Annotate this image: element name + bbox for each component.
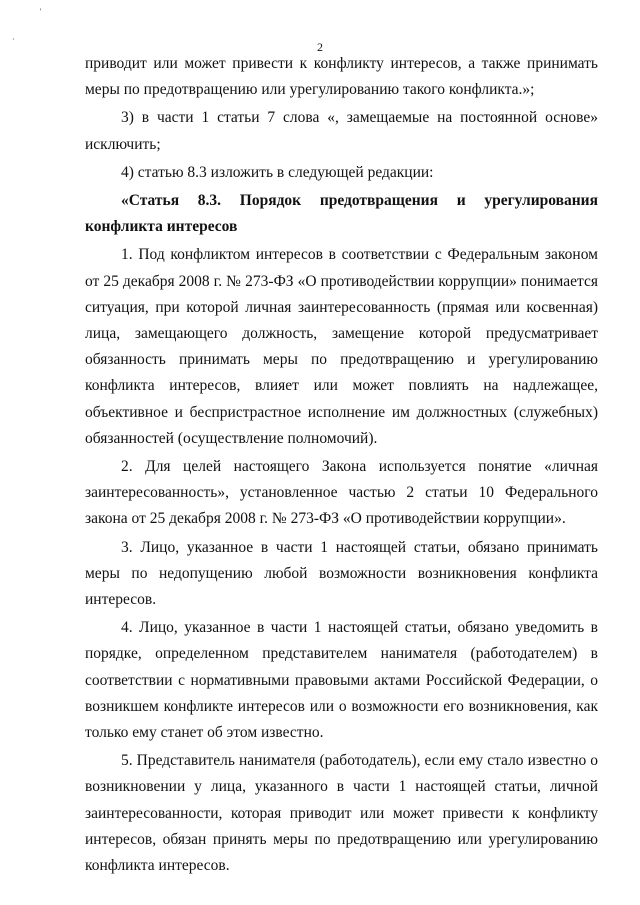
scan-mark: · bbox=[12, 35, 15, 44]
article-heading: «Статья 8.3. Порядок предотвращения и урегулирования конфликта интересов bbox=[85, 192, 598, 236]
article-part-3: 3. Лицо, указанное в части 1 настоящей статьи, обязано принимать меры по недопущению любой возможности возникновения конфликта интересов. bbox=[85, 538, 598, 609]
scan-mark: ' bbox=[40, 7, 42, 16]
paragraph-item-3: 3) в части 1 статьи 7 слова «, замещаемые на постоянной основе» исключить; bbox=[85, 109, 598, 153]
article-part-4: 4. Лицо, указанное в части 1 настоящей статьи, обязано уведомить в порядке, определенном представителем нанимателя (работодателем) в соответствии с нормативными правовыми актами Российской Федерации, о возникшем конфликте интересов или о возможности его возникновения, как только ему станет об этом известно. bbox=[85, 619, 598, 742]
page-number: 2 bbox=[317, 40, 323, 54]
article-part-1: 1. Под конфликтом интересов в соответствии с Федеральным законом от 25 декабря 2008 г. № 273-ФЗ «О противодействии коррупции» понимается ситуация, при которой личная заинтересованность (прямая или косвенная) лица, замещающего должность, замещение которой предусматривает обязанность принимать меры по предотвращению и урегулированию конфликта интересов, влияет или может повлиять на надлежащее, объективное и беспристрастное исполнение им должностных (служебных) обязанностей (осуществление полномочий). bbox=[85, 246, 598, 447]
paragraph-continuation: приводит или может привести к конфликту интересов, а также принимать меры по предотвращению или урегулированию такого конфликта.»; bbox=[85, 55, 598, 99]
article-part-2: 2. Для целей настоящего Закона используется понятие «личная заинтересованность», установленное частью 2 статьи 10 Федерального закона от 25 декабря 2008 г. № 273-ФЗ «О противодействии коррупции». bbox=[85, 458, 598, 528]
document-body bbox=[85, 51, 598, 879]
article-part-5: 5. Представитель нанимателя (работодатель), если ему стало известно о возникновении у лица, указанного в части 1 настоящей статьи, личной заинтересованности, которая приводит или может привести к конфликту интересов, обязан принять меры по предотвращению или урегулированию конфликта интересов. bbox=[85, 752, 598, 875]
paragraph-item-4: 4) статью 8.3 изложить в следующей редакции: bbox=[121, 163, 434, 181]
